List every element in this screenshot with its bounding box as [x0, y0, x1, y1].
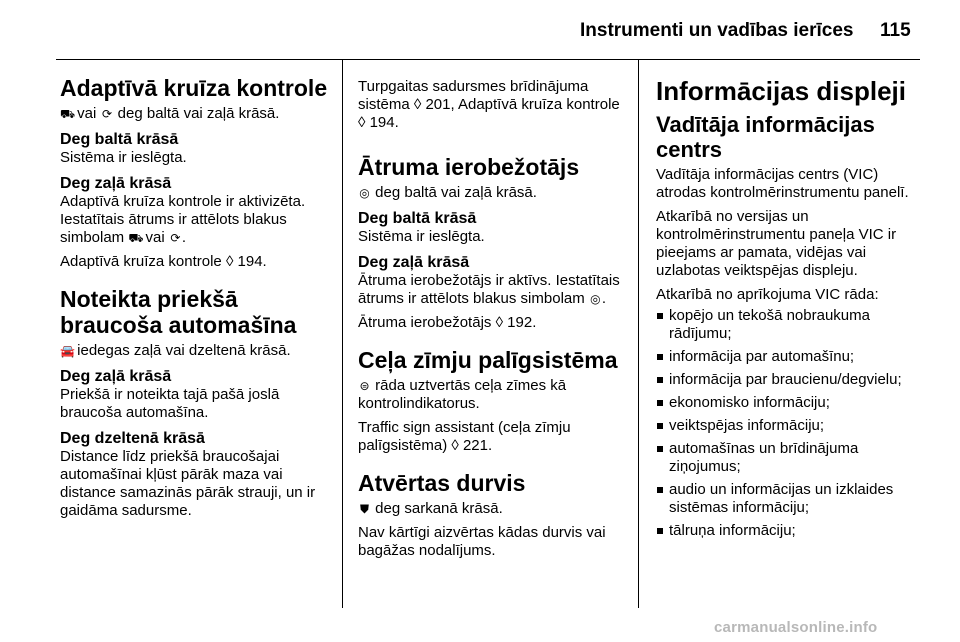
- dic-paragraph-2: Atkarībā no versijas un kontrolmērinstrumentu paneļa VIC ir pieejams ar pamata, vidējas vai uzlabotas veiktspējas displeju.: [656, 208, 897, 279]
- list-item: audio un informācijas un izklaides sistēmas informāciju;: [656, 481, 926, 517]
- traffic-sign-heading: Ceļa zīmju palīgsistēma: [358, 347, 618, 373]
- acc-white-text: Sistēma ir ieslēgta.: [60, 149, 187, 166]
- limiter-white-heading: Deg baltā krāsā: [358, 210, 477, 227]
- acc-green-heading: Deg zaļā krāsā: [60, 175, 172, 192]
- speed-limiter-intro: ◎ deg baltā vai zaļā krāsā.: [359, 184, 537, 201]
- list-item: ekonomisko informāciju;: [656, 394, 926, 412]
- column-divider-1: [342, 60, 343, 608]
- limiter-green-heading: Deg zaļā krāsā: [358, 254, 470, 271]
- vehicle-yellow-text: Distance līdz priekšā braucošajai automašīnai kļūst pārāk maza vai distance samazinās pārāk strauji, un ir gaidāma sadursme.: [60, 448, 316, 519]
- column-3: [656, 60, 926, 545]
- column-2: [358, 60, 630, 566]
- dic-paragraph-1: Vadītāja informācijas centrs (VIC) atrodas kontrolmērinstrumentu panelī.: [656, 166, 909, 201]
- acc-green-text: Adaptīvā kruīza kontrole ir aktivizēta. Iestatītais ātrums ir attēlots blakus simbolam ⛟ vai ⟳.: [60, 193, 306, 246]
- acc-reference: Adaptīvā kruīza kontrole ◊ 194.: [60, 253, 267, 270]
- vehicle-yellow-heading: Deg dzeltenā krāsā: [60, 430, 205, 447]
- traffic-sign-icon: ⊜: [359, 379, 370, 393]
- acc-alt-icon: ⟳: [101, 107, 113, 121]
- acc-intro: ⛟ vai ⟳ deg baltā vai zaļā krāsā.: [60, 105, 280, 122]
- page-ref-arrow-icon: ◊: [413, 96, 422, 113]
- acc-icon: ⛟: [60, 107, 76, 121]
- collision-reference: Turpgaitas sadursmes brīdinājuma sistēma ◊ 201, Adaptīvā kruīza kontrole ◊ 194.: [358, 78, 620, 131]
- acc-white-heading: Deg baltā krāsā: [60, 131, 179, 148]
- acc-icon-inline: ⛟: [128, 231, 144, 245]
- dic-bullet-list: [656, 307, 926, 540]
- list-item: tālruņa informāciju;: [656, 522, 926, 540]
- vehicle-ahead-icon: 🚘: [60, 344, 75, 358]
- list-item: automašīnas un brīdinājuma ziņojumus;: [656, 440, 926, 476]
- page-number: 115: [880, 20, 911, 41]
- list-item: informācija par braucienu/degvielu;: [656, 371, 926, 389]
- door-open-intro: ⛊ deg sarkanā krāsā.: [359, 500, 503, 517]
- door-open-heading: Atvērtas durvis: [358, 470, 526, 496]
- speed-limiter-heading: Ātruma ierobežotājs: [358, 154, 580, 180]
- speed-limiter-icon-inline: ◎: [590, 292, 601, 306]
- column-divider-2: [638, 60, 639, 608]
- vehicle-ahead-intro: 🚘 iedegas zaļā vai dzeltenā krāsā.: [60, 342, 291, 359]
- info-displays-heading: Informācijas displeji: [656, 76, 906, 106]
- dic-paragraph-3: Atkarībā no aprīkojuma VIC rāda:: [656, 286, 879, 303]
- limiter-green-text: Ātruma ierobežotājs ir aktīvs. Iestatītais ātrums ir attēlots blakus simbolam ◎.: [358, 272, 620, 307]
- acc-alt-icon-inline: ⟳: [170, 231, 181, 245]
- page-header: [0, 0, 960, 60]
- page-ref-arrow-icon: ◊: [451, 437, 459, 454]
- page-ref-arrow-icon: ◊: [225, 253, 234, 270]
- door-open-text: Nav kārtīgi aizvērtas kādas durvis vai bagāžas nodalījums.: [358, 524, 606, 559]
- limiter-white-text: Sistēma ir ieslēgta.: [358, 228, 485, 245]
- door-open-icon: ⛊: [359, 502, 369, 516]
- speed-limiter-icon: ◎: [359, 186, 370, 200]
- header-title: Instrumenti un vadības ierīces: [580, 20, 854, 41]
- traffic-sign-reference: Traffic sign assistant (ceļa zīmju palīgsistēma) ◊ 221.: [358, 419, 571, 454]
- list-item: informācija par automašīnu;: [656, 348, 926, 366]
- page-ref-arrow-icon: ◊: [358, 114, 366, 131]
- dic-heading: Vadītāja informācijas centrs: [656, 112, 875, 162]
- traffic-sign-intro: ⊜ rāda uztvertās ceļa zīmes kā kontrolindikatorus.: [358, 377, 567, 412]
- list-item: kopējo un tekošā nobraukuma rādījumu;: [656, 307, 926, 343]
- vehicle-green-text: Priekšā ir noteikta tajā pašā joslā braucoša automašīna.: [60, 386, 280, 421]
- vehicle-green-heading: Deg zaļā krāsā: [60, 368, 172, 385]
- list-item: veiktspējas informāciju;: [656, 417, 926, 435]
- watermark: carmanualsonline.info: [714, 619, 878, 636]
- vehicle-ahead-heading: Noteikta priekšā braucoša automašīna: [60, 286, 297, 338]
- page-ref-arrow-icon: ◊: [495, 314, 503, 331]
- column-1: [60, 60, 336, 526]
- limiter-reference: Ātruma ierobežotājs ◊ 192.: [358, 314, 537, 331]
- acc-heading: Adaptīvā kruīza kontrole: [60, 75, 328, 101]
